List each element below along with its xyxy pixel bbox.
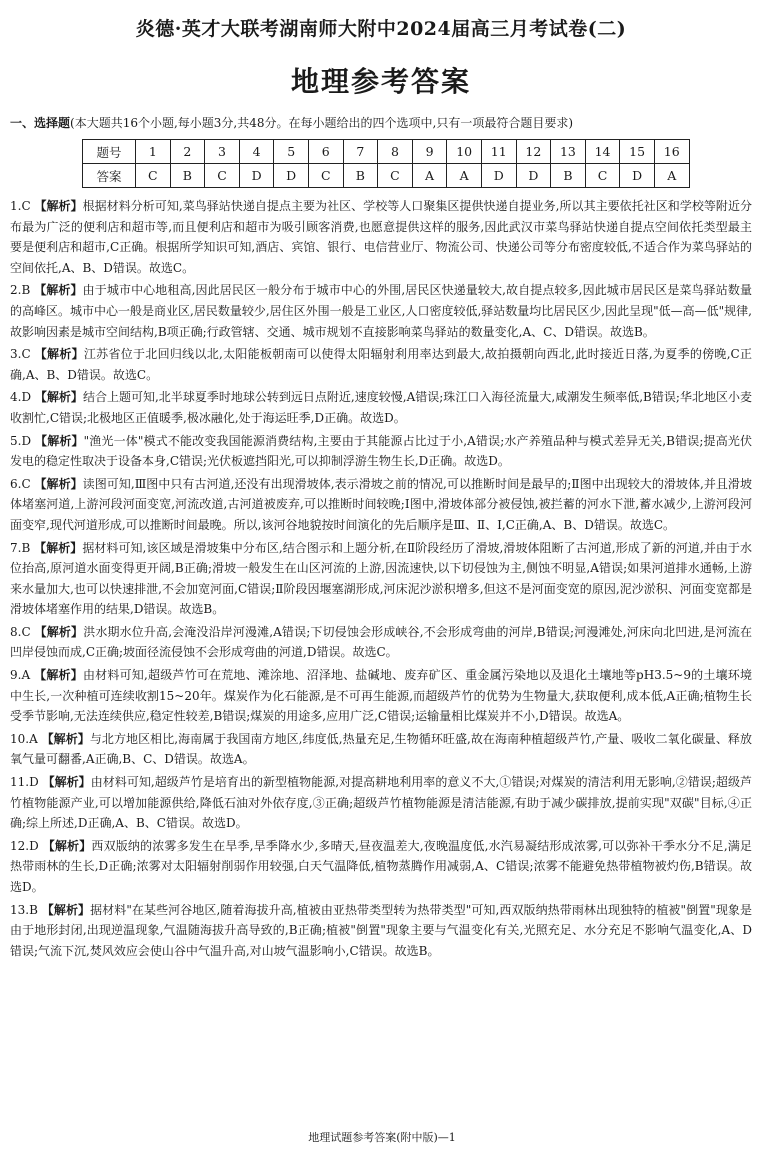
explanation-item bbox=[10, 196, 752, 278]
question-list bbox=[10, 196, 752, 961]
question-answer-label: 10.A bbox=[10, 731, 38, 746]
analysis-tag: 【解析】 bbox=[34, 624, 84, 639]
analysis-tag: 【解析】 bbox=[34, 199, 83, 213]
explanation-item bbox=[10, 772, 752, 834]
question-answer-label: 4.D bbox=[10, 390, 32, 405]
question-number-cell: 2 bbox=[170, 140, 205, 164]
explanation-item bbox=[10, 900, 752, 962]
question-number-cell: 4 bbox=[239, 140, 274, 164]
explanation-text: 由材料可知,超级芦竹是培育出的新型植物能源,对提高耕地利用率的意义不大,①错误;对煤炭的清洁利用无影响,②错误;超级芦竹植物能源产业,可以增加能源供给,降低石油对外依存度,③正确;超级芦竹植物能源是清洁能源,有助于减少碳排放,提前实现"双碳"目标,④正确;综上所述,D正确,A、B、C错误。故选D。 bbox=[10, 775, 752, 831]
answer-cell: D bbox=[620, 164, 655, 188]
explanation-text: 与北方地区相比,海南属于我国南方地区,纬度低,热量充足,生物循环旺盛,故在海南种植超级芦竹,产量、吸收二氧化碳量、释放氧气量可翻番,A正确,B、C、D错误。故选A。 bbox=[10, 731, 752, 767]
question-answer-label: 1.C bbox=[10, 199, 31, 213]
answer-cell: A bbox=[654, 164, 689, 188]
explanation-text: 读图可知,Ⅲ图中只有古河道,还没有出现滑坡体,表示滑坡之前的情况,可以推断时间是最早的;Ⅱ图中出现较大的滑坡体,并且滑坡体堵塞河道,上游河段河面变宽,河流改道,古河道被废弃,可以推断时间较晚;Ⅰ图中,滑坡体部分被侵蚀,被拦蓄的河水下泄,蓄水减少,上游河段河面变窄,现代河道形成,可以推断时间最晚。所以,该河谷地貌按时间演化的先后顺序是Ⅲ、Ⅱ、Ⅰ,C正确,A、B、D错误。故选C。 bbox=[10, 476, 752, 532]
question-answer-label: 3.C bbox=[10, 347, 31, 362]
answer-cell: C bbox=[136, 164, 171, 188]
explanation-text: 据材料"在某些河谷地区,随着海拔升高,植被由亚热带类型转为热带类型"可知,西双版纳热带雨林出现独特的植被"倒置"现象是由于地形封闭,出现逆温现象,气温随海拔升高导致的,B正确;植被"倒置"现象主要与气温变化有关,光照充足、水分充足不影响气温变化,A、D错误;气流下沉,焚风效应会使山谷中气温升高,对山坡气温影响小,C错误。故选B。 bbox=[10, 902, 752, 958]
table-row-numbers bbox=[83, 140, 690, 164]
explanation-item bbox=[10, 836, 752, 898]
question-number-cell: 5 bbox=[274, 140, 309, 164]
analysis-tag: 【解析】 bbox=[34, 390, 83, 405]
explanation-text: 西双版纳的浓雾多发生在旱季,旱季降水少,多晴天,昼夜温差大,夜晚温度低,水汽易凝结形成浓雾,可以弥补干季水分不足,满足热带雨林的生长,D正确;浓雾对太阳辐射削弱作用较强,白天气温降低,植物蒸腾作用减弱,A、C错误;浓雾不能避免热带植物被灼伤,B错误。故选D。 bbox=[10, 838, 752, 894]
section-heading bbox=[10, 114, 752, 132]
row-label-number: 题号 bbox=[83, 140, 136, 164]
analysis-tag: 【解析】 bbox=[34, 476, 83, 491]
analysis-tag: 【解析】 bbox=[42, 838, 92, 853]
question-answer-label: 9.A bbox=[10, 668, 31, 683]
answer-cell: B bbox=[551, 164, 586, 188]
question-number-cell: 8 bbox=[378, 140, 413, 164]
answer-cell: A bbox=[412, 164, 447, 188]
question-answer-label: 7.B bbox=[10, 540, 31, 555]
analysis-tag: 【解析】 bbox=[34, 540, 83, 555]
explanation-text: 江苏省位于北回归线以北,太阳能板朝南可以使得太阳辐射利用率达到最大,故拍摄朝向西北,此时接近日落,为夏季的傍晚,C正确,A、B、D错误。故选C。 bbox=[10, 347, 752, 382]
question-number-cell: 3 bbox=[205, 140, 240, 164]
answer-table bbox=[82, 139, 690, 188]
explanation-item bbox=[10, 344, 752, 385]
explanation-text: 据材料可知,该区域是滑坡集中分布区,结合图示和上题分析,在Ⅱ阶段经历了滑坡,滑坡体阻断了古河道,形成了新的河道,并由于水位抬高,原河道水面变得更开阔,B正确;滑坡一般发生在山区河流的上游,因流速快,以下切侵蚀为主,侧蚀不明显,A错误;如果河道排水通畅,上游来水量加大,也可以快速排泄,不会加宽河面,C错误;Ⅱ阶段因堰塞湖形成,河床泥沙淤积增多,但这不是河面变宽的原因,泥沙淤积、河面变宽都是滑坡体堵塞作用的结果,D错误。故选B。 bbox=[10, 540, 752, 617]
explanation-item bbox=[10, 729, 752, 770]
question-number-cell: 6 bbox=[308, 140, 343, 164]
question-number-cell: 12 bbox=[516, 140, 551, 164]
analysis-tag: 【解析】 bbox=[41, 902, 91, 917]
question-number-cell: 13 bbox=[551, 140, 586, 164]
explanation-text: "渔光一体"模式不能改变我国能源消费结构,主要由于其能源占比过于小,A错误;水产养殖品种与模式差异无关,B错误;提高光伏发电的稳定性取决于设备本身,C错误;光伏板遮挡阳光,可以抑制浮游生物生长,D正确。故选D。 bbox=[10, 433, 752, 469]
question-number-cell: 11 bbox=[481, 140, 516, 164]
answer-cell: C bbox=[308, 164, 343, 188]
analysis-tag: 【解析】 bbox=[35, 433, 84, 448]
analysis-tag: 【解析】 bbox=[34, 347, 84, 362]
answer-cell: D bbox=[516, 164, 551, 188]
question-number-cell: 7 bbox=[343, 140, 378, 164]
section-description: (本大题共16个小题,每小题3分,共48分。在每小题给出的四个选项中,只有一项最符合题目要求) bbox=[70, 116, 573, 130]
answer-cell: C bbox=[205, 164, 240, 188]
question-answer-label: 2.B bbox=[10, 283, 31, 298]
answer-cell: A bbox=[447, 164, 482, 188]
explanation-item bbox=[10, 665, 752, 727]
question-number-cell: 15 bbox=[620, 140, 655, 164]
question-number-cell: 14 bbox=[585, 140, 620, 164]
page-title: 地理参考答案 bbox=[290, 65, 471, 98]
explanation-item bbox=[10, 622, 752, 663]
explanation-text: 结合上题可知,北半球夏季时地球公转到远日点附近,速度较慢,A错误;珠江口入海径流量大,咸潮发生频率低,B错误;华北地区小麦收割忙,C错误;北极地区正值暖季,极冰融化,处于海运旺季,D正确。故选D。 bbox=[10, 390, 752, 425]
question-number-cell: 1 bbox=[136, 140, 171, 164]
row-label-answer: 答案 bbox=[83, 164, 136, 188]
analysis-tag: 【解析】 bbox=[34, 668, 83, 683]
answer-cell: D bbox=[481, 164, 516, 188]
analysis-tag: 【解析】 bbox=[41, 731, 90, 746]
explanation-item bbox=[10, 431, 752, 472]
exam-header: 炎德·英才大联考湖南师大附中2024届高三月考试卷(二) bbox=[135, 18, 627, 40]
answer-cell: B bbox=[343, 164, 378, 188]
explanation-text: 根据材料分析可知,菜鸟驿站快递自提点主要为社区、学校等人口聚集区提供快递自提业务,所以其主要依托社区和学校等附近分布最为广泛的便利店和超市等,而且便利店和超市为吸引顾客消费,也愿意提供这样的服务,因此武汉市菜鸟驿站快递自提点空间依托类型最主要是便利店和超市,C正确。根据所学知识可知,酒店、宾馆、银行、电信营业厅、物流公司、快递公司等分布密度较低,不适合作为菜鸟驿站的空间依托,A、B、D错误。故选C。 bbox=[10, 199, 752, 275]
answer-cell: C bbox=[585, 164, 620, 188]
explanation-item bbox=[10, 474, 752, 536]
question-answer-label: 11.D bbox=[10, 775, 39, 790]
question-answer-label: 5.D bbox=[10, 433, 32, 448]
answer-cell: D bbox=[239, 164, 274, 188]
question-answer-label: 13.B bbox=[10, 902, 38, 917]
analysis-tag: 【解析】 bbox=[34, 283, 83, 298]
answer-cell: C bbox=[378, 164, 413, 188]
explanation-text: 由材料可知,超级芦竹可在荒地、滩涂地、沼泽地、盐碱地、废弃矿区、重金属污染地以及退化土壤地等pH3.5~9的土壤环境中生长,一次种植可连续收割15~20年。煤炭作为化石能源,是不可再生能源,而超级芦竹的优势为生物量大,获取便利,成本低,A正确;植物生长受季节影响,无法连续供应,稳定性较差,B错误;煤炭的用途多,应用广泛,C错误;运输量相比煤炭并不小,D错误。故选A。 bbox=[10, 668, 752, 724]
question-number-cell: 9 bbox=[412, 140, 447, 164]
explanation-text: 洪水期水位升高,会淹没沿岸河漫滩,A错误;下切侵蚀会形成峡谷,不会形成弯曲的河岸,B错误;河漫滩处,河床向北凹进,是河流在凹岸侵蚀而成,C正确;坡面径流侵蚀不会形成弯曲的河道,D错误。故选C。 bbox=[10, 624, 752, 660]
question-answer-label: 8.C bbox=[10, 624, 31, 639]
section-label: 一、选择题 bbox=[10, 116, 71, 130]
analysis-tag: 【解析】 bbox=[42, 775, 91, 790]
explanation-text: 由于城市中心地租高,因此居民区一般分布于城市中心的外围,居民区快递量较大,故自提点较多,因此城市居民区是菜鸟驿站数量的高峰区。城市中心一般是商业区,居民数量较少,居住区外围一般是工业区,人口密度较低,驿站数量均比居民区少,因此呈现"低—高—低"规律,故影响因素是城市空间结构,B项正确;行政管辖、交通、城市规划不直接影响菜鸟驿站的数量变化,A、C、D错误。故选B。 bbox=[10, 283, 752, 339]
explanation-item bbox=[10, 387, 752, 428]
question-answer-label: 12.D bbox=[10, 838, 39, 853]
explanation-item bbox=[10, 538, 752, 620]
question-number-cell: 16 bbox=[654, 140, 689, 164]
page-footer: 地理试题参考答案(附中版)—1 bbox=[308, 1131, 456, 1144]
answer-cell: D bbox=[274, 164, 309, 188]
answer-cell: B bbox=[170, 164, 205, 188]
table-row-answers bbox=[83, 164, 690, 188]
question-number-cell: 10 bbox=[447, 140, 482, 164]
question-answer-label: 6.C bbox=[10, 476, 31, 491]
explanation-item bbox=[10, 280, 752, 342]
